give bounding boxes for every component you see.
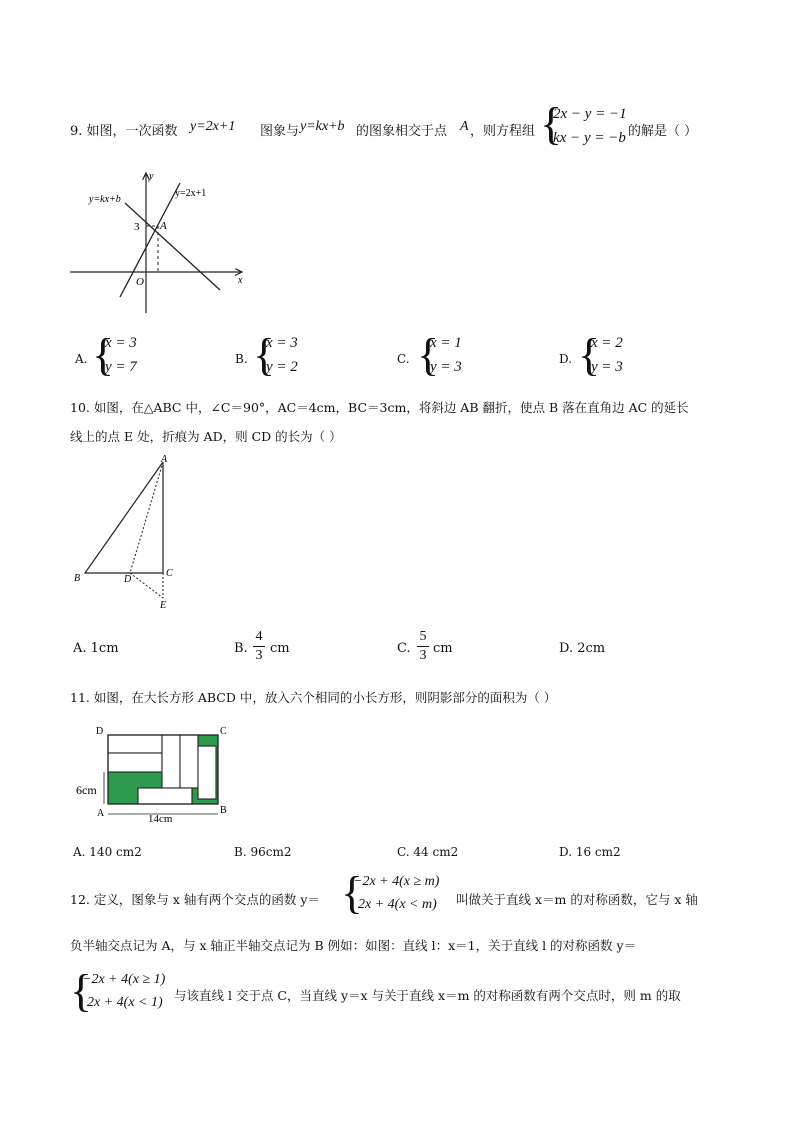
q9-option-a-line1: x = 3 [105, 335, 137, 351]
q9-option-c-letter: C. [397, 352, 410, 366]
q9-option-d-letter: D. [559, 352, 573, 366]
q9-option-d-line2: y = 3 [591, 359, 623, 375]
q9-option-b-brace: { [253, 329, 276, 380]
q12-example-brace: { [70, 965, 93, 1016]
q10-option-b-unit: cm [270, 641, 290, 656]
q10-option-b-numerator: 4 [255, 629, 263, 644]
q11-stem: 11. 如图，在大长方形 ABCD 中，放入六个相同的小长方形，则阴影部分的面积为（ ） [70, 690, 557, 705]
q9-label-kx: y=kx+b [89, 194, 121, 205]
q10-triangle-abc [85, 462, 163, 573]
q12-example-piece-1: −2x + 4(x ≥ 1) [82, 972, 166, 987]
q12-piece-2: 2x + 4(x < m) [358, 897, 437, 912]
q9-stem-a: 9. 如图，一次函数 [70, 124, 178, 139]
q9-function-1: y=2x+1 [190, 119, 236, 134]
q9-option-b-line2: y = 2 [266, 359, 298, 375]
q11-label-c: C [220, 726, 227, 737]
q9-system-eq2: kx − y = −b [553, 130, 626, 146]
q10-stem-line2: 线上的点 E 处，折痕为 AD，则 CD 的长为（ ） [70, 429, 342, 444]
q10-option-c-fraction-bar [417, 646, 429, 647]
q9-system-eq1: 2x − y = −1 [553, 106, 627, 122]
q9-origin-label: O [136, 276, 144, 288]
q10-option-d[interactable]: D. 2cm [559, 641, 606, 656]
q10-label-d: D [124, 574, 132, 585]
q9-option-c-line2: y = 3 [430, 359, 462, 375]
q10-figure [68, 452, 198, 617]
q11-option-c[interactable]: C. 44 cm2 [397, 845, 459, 859]
q10-label-e: E [160, 600, 167, 611]
q9-option-d-line1: x = 2 [591, 335, 623, 351]
q9-function-2: y=kx+b [300, 119, 345, 134]
q9-option-c-brace: { [417, 329, 440, 380]
q9-option-a-line2: y = 7 [105, 359, 137, 375]
q12-piece-1: −2x + 4(x ≥ m) [353, 874, 440, 889]
q9-option-a-brace: { [92, 329, 115, 380]
q10-option-b-fraction [253, 629, 265, 664]
q11-option-a[interactable]: A. 140 cm2 [73, 845, 142, 859]
q11-small-rect-5 [198, 746, 216, 799]
q11-small-rect-2 [108, 753, 162, 772]
q10-option-c-denominator: 3 [419, 648, 427, 663]
q11-height-label: 6cm [76, 783, 97, 797]
q9-stem-d: ，则方程组 [470, 124, 536, 139]
q9-option-d-brace: { [578, 329, 601, 380]
q10-option-c-letter: C. [397, 641, 411, 656]
q11-small-rect-1 [108, 735, 162, 753]
q11-label-d: D [96, 726, 104, 737]
q11-width-label: 14cm [148, 813, 173, 825]
q9-axis-y-label: y [149, 171, 154, 182]
q10-option-c-fraction [417, 629, 429, 664]
q9-option-b-line1: x = 3 [266, 335, 298, 351]
q11-small-rect-3 [162, 735, 180, 788]
q10-option-b-fraction-bar [253, 646, 265, 647]
q10-fold-ad [130, 462, 163, 573]
q9-stem-c: 的图象相交于点 [356, 124, 448, 139]
q12-stem-line2: 负半轴交点记为 A，与 x 轴正半轴交点记为 B 例如：如图：直线 l：x＝1，关于直线 l 的对称函数 y＝ [70, 938, 637, 953]
q9-stem-e: 的解是（ ） [628, 124, 698, 139]
q9-option-a-letter: A. [75, 352, 88, 366]
q12-stem-b: 叫做关于直线 x＝m 的对称函数，它与 x 轴 [456, 892, 698, 907]
q9-option-c-line1: x = 1 [430, 335, 462, 351]
q10-option-b-letter: B. [234, 641, 248, 656]
q9-tick-3: 3 [134, 221, 140, 233]
q9-line-2x-plus-1 [120, 183, 180, 297]
q9-option-b-letter: B. [235, 352, 248, 366]
q12-example-piece-2: 2x + 4(x < 1) [87, 995, 163, 1010]
q10-option-b-denominator: 3 [255, 648, 263, 663]
q10-stem-line1: 10. 如图，在△ABC 中，∠C＝90°，AC＝4cm，BC＝3cm，将斜边 AB 翻折，使点 B 落在直角边 AC 的延长 [70, 400, 689, 415]
q11-label-a: A [97, 808, 105, 819]
q10-label-b: B [74, 573, 81, 584]
q9-axis-x-label: x [238, 275, 243, 286]
q9-system-brace: { [540, 98, 563, 149]
q10-option-a[interactable]: A. 1cm [73, 641, 119, 656]
q10-segment-de [130, 573, 163, 598]
q10-label-a: A [161, 454, 168, 465]
q10-option-c-numerator: 5 [419, 629, 427, 644]
q9-intersection-label: A [160, 220, 167, 232]
q9-label-2x: y=2x+1 [175, 188, 207, 199]
q11-option-d[interactable]: D. 16 cm2 [559, 845, 621, 859]
q9-point-a: A [460, 119, 469, 134]
q11-small-rect-6 [138, 788, 192, 804]
q11-option-b[interactable]: B. 96cm2 [234, 845, 292, 859]
q9-stem-b: 图象与 [260, 124, 300, 139]
q10-label-c: C [166, 568, 173, 579]
q12-stem-a: 12. 定义，图象与 x 轴有两个交点的函数 y＝ [70, 892, 320, 907]
q9-graph [60, 165, 260, 315]
q10-option-c-unit: cm [433, 641, 453, 656]
q12-piecewise-brace: { [341, 867, 364, 918]
q11-label-b: B [220, 805, 227, 816]
q12-stem-line3: 与该直线 l 交于点 C，当直线 y＝x 与关于直线 x＝m 的对称函数有两个交点时，则 m 的取 [174, 988, 681, 1003]
q11-figure [70, 720, 240, 825]
q11-small-rect-4 [180, 735, 198, 788]
